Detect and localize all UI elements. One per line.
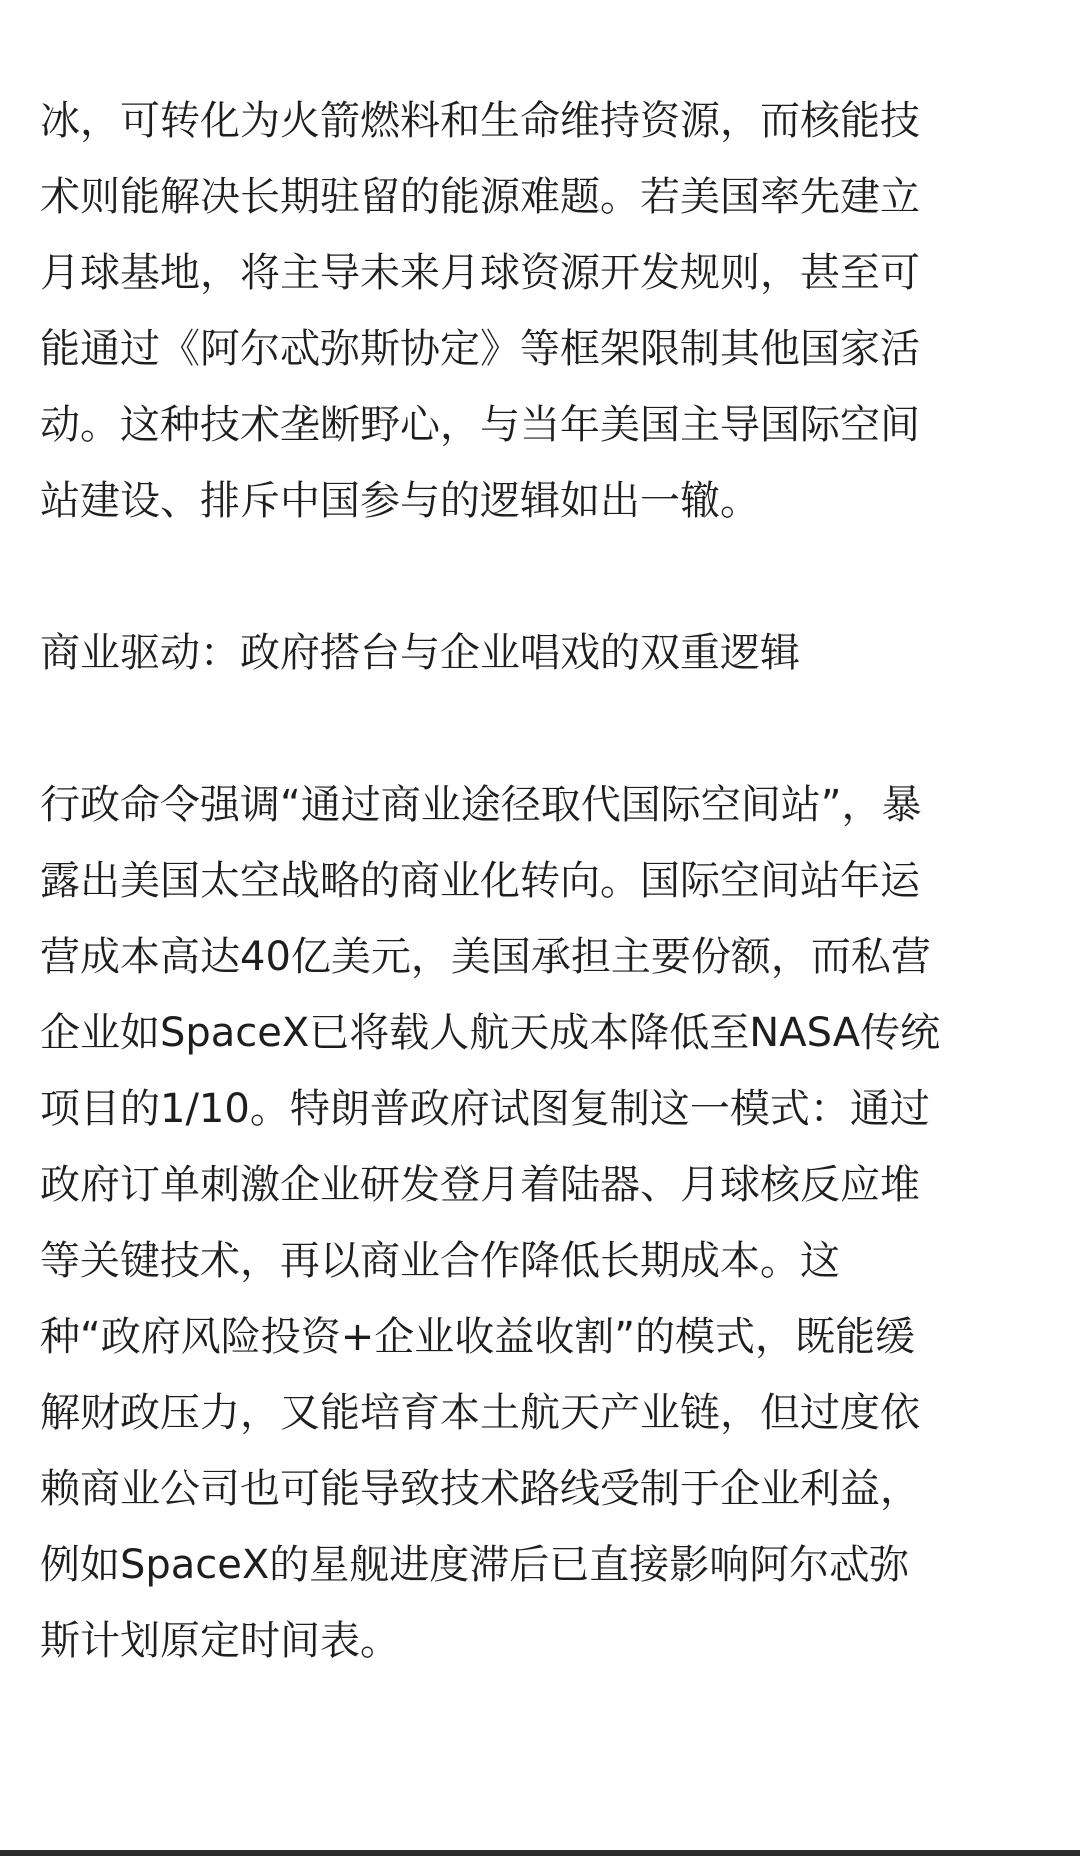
paragraph-line: 等关键技术，再以商业合作降低长期成本。这 xyxy=(40,1238,840,1284)
paragraph-line: 政府订单刺激企业研发登月着陆器、月球核反应堆 xyxy=(40,1162,920,1208)
paragraph-commercial-drive xyxy=(40,767,1040,1679)
paragraph-line: 术则能解决长期驻留的能源难题。若美国率先建立 xyxy=(40,174,920,220)
paragraph-line: 动。这种技术垄断野心，与当年美国主导国际空间 xyxy=(40,402,920,448)
paragraph-line: 露出美国太空战略的商业化转向。国际空间站年运 xyxy=(40,858,920,904)
paragraph-line: 解财政压力，又能培育本土航天产业链，但过度依 xyxy=(40,1390,920,1436)
paragraph-lunar-resources xyxy=(40,83,1040,539)
paragraph-line: 种“政府风险投资+企业收益收割”的模式，既能缓 xyxy=(40,1314,915,1360)
paragraph-spacer xyxy=(40,691,1040,767)
paragraph-line: 能通过《阿尔忒弥斯协定》等框架限制其他国家活 xyxy=(40,326,920,372)
paragraph-line: 营成本高达40亿美元，美国承担主要份额，而私营 xyxy=(40,934,931,980)
bottom-edge xyxy=(0,1850,1080,1856)
paragraph-line: 赖商业公司也可能导致技术路线受制于企业利益， xyxy=(40,1466,920,1512)
paragraph-line: 斯计划原定时间表。 xyxy=(40,1618,400,1664)
paragraph-line: 冰，可转化为火箭燃料和生命维持资源，而核能技 xyxy=(40,98,920,144)
article-body xyxy=(40,83,1040,1679)
paragraph-line: 例如SpaceX的星舰进度滞后已直接影响阿尔忒弥 xyxy=(40,1542,910,1588)
section-heading: 商业驱动：政府搭台与企业唱戏的双重逻辑 xyxy=(40,630,800,676)
paragraph-line: 站建设、排斥中国参与的逻辑如出一辙。 xyxy=(40,478,760,524)
paragraph-line: 行政命令强调“通过商业途径取代国际空间站”，暴 xyxy=(40,782,922,828)
paragraph-line: 月球基地，将主导未来月球资源开发规则，甚至可 xyxy=(40,250,920,296)
paragraph-line: 企业如SpaceX已将载人航天成本降低至NASA传统 xyxy=(40,1010,941,1056)
paragraph-line: 项目的1/10。特朗普政府试图复制这一模式：通过 xyxy=(40,1086,930,1132)
paragraph-spacer xyxy=(40,539,1040,615)
